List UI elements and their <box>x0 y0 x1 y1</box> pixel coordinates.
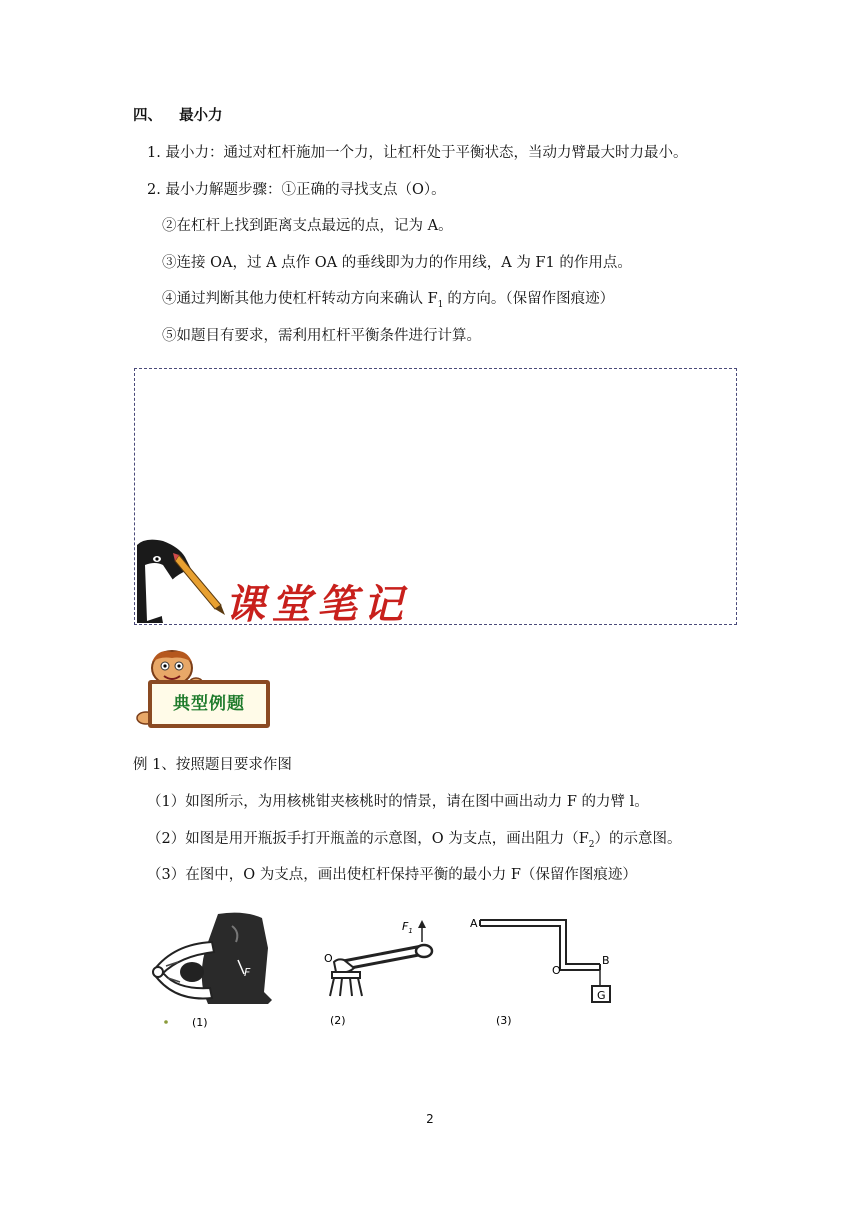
question-1: （1）如图所示，为用核桃钳夹核桃时的情景，请在图中画出动力 F 的力臂 l。 <box>147 794 649 810</box>
definition-line: 1. 最小力：通过对杠杆施加一个力，让杠杆处于平衡状态，当动力臂最大时力最小。 <box>147 145 688 161</box>
fig3-caption: (3) <box>496 1014 512 1027</box>
question-2-text-a: （2）如图是用开瓶扳手打开瓶盖的示意图，O 为支点，画出阻力（F <box>147 831 589 847</box>
typical-example-badge <box>148 680 270 728</box>
question-3: （3）在图中，O 为支点，画出使杠杆保持平衡的最小力 F（保留作图痕迹） <box>147 867 637 883</box>
notes-box <box>134 368 737 628</box>
step-5-line: ⑤如题目有要求，需利用杠杆平衡条件进行计算。 <box>162 328 481 344</box>
step-4-text-a: ④通过判断其他力使杠杆转动方向来确认 F <box>162 291 438 307</box>
question-2-text-b: ）的示意图。 <box>594 831 682 847</box>
fig2-force-label: $F_1$ <box>402 920 413 935</box>
question-2-subscript: 2 <box>588 839 595 850</box>
figure-bent-lever <box>468 912 628 1032</box>
section-title: 最小力 <box>179 107 223 124</box>
fig1-caption: (1) <box>192 1016 208 1029</box>
fig3-weight-label: G <box>597 989 606 1002</box>
penguin-pencil-icon <box>135 535 227 625</box>
badge-label: 典型例题 <box>173 694 245 714</box>
question-2 <box>147 829 682 855</box>
fig1-force-label: F <box>244 966 251 979</box>
fig3-point-b: B <box>602 954 610 967</box>
step-4-text-b: 的方向。（保留作图痕迹） <box>447 291 615 307</box>
step-3-line: ③连接 OA，过 A 点作 OA 的垂线即为力的作用线，A 为 F1 的作用点。 <box>162 255 632 271</box>
fig3-pivot-o: O <box>552 964 561 977</box>
step-4-line <box>162 289 614 315</box>
fig3-point-a: A <box>470 917 478 930</box>
notes-title: 课堂笔记 <box>225 581 409 628</box>
section-heading <box>133 106 223 126</box>
fig2-caption: (2) <box>330 1014 346 1027</box>
step-4-subscript: 1 <box>437 299 444 310</box>
example-title: 例 1、按照题目要求作图 <box>133 757 292 773</box>
figure-walnut-cracker <box>148 908 283 1033</box>
section-number: 四、 <box>133 107 162 124</box>
step-2-line: ②在杠杆上找到距离支点最远的点，记为 A。 <box>162 218 453 234</box>
steps-line: 2. 最小力解题步骤：①正确的寻找支点（O）。 <box>147 182 446 198</box>
fig2-pivot-label: O <box>324 952 333 965</box>
page-number: 2 <box>426 1112 434 1126</box>
figure-bottle-opener <box>318 918 443 1033</box>
